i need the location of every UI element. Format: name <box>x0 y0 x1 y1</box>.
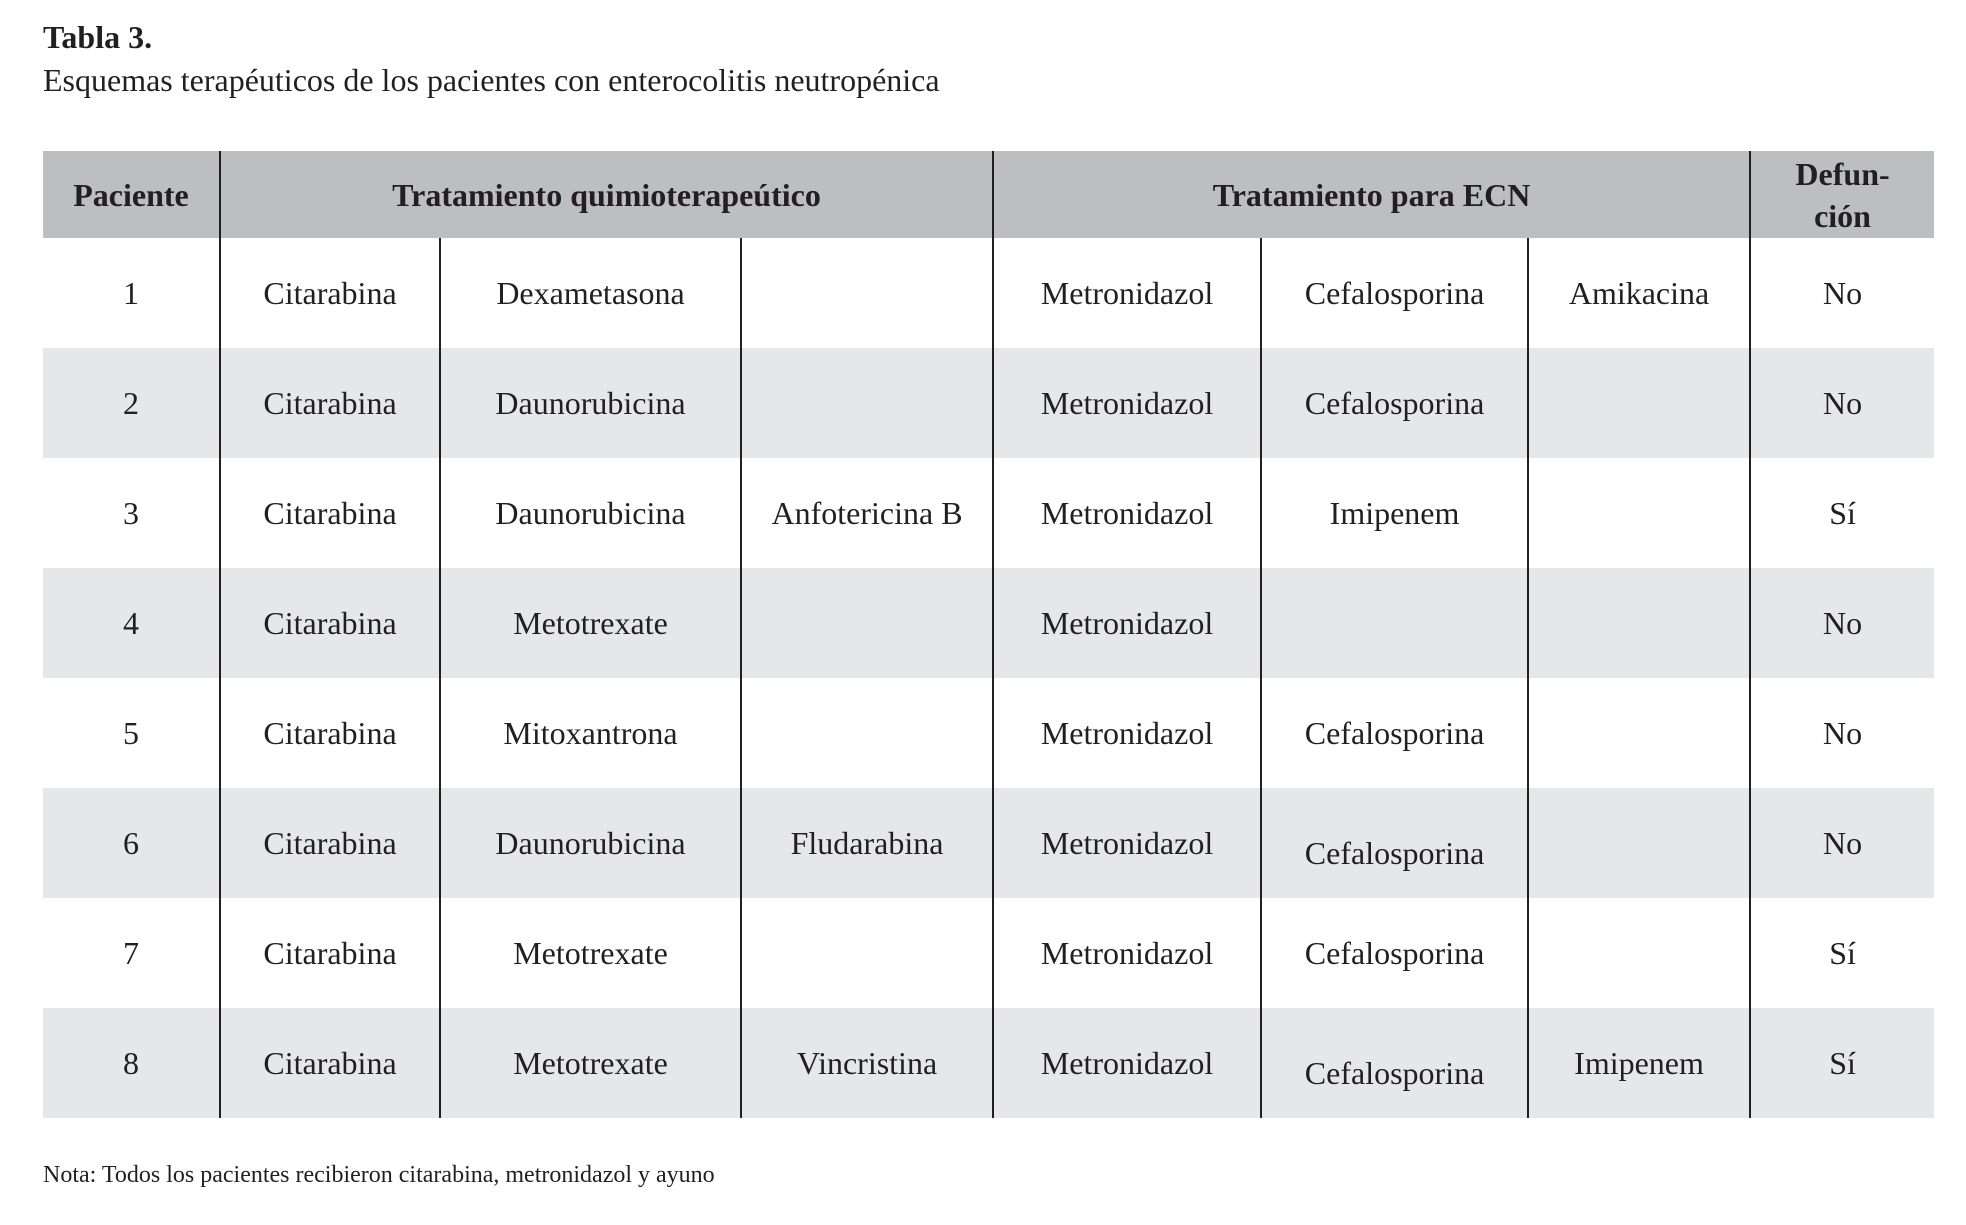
cell-paciente: 5 <box>43 678 220 788</box>
table-row <box>43 458 1934 568</box>
table-note: Nota: Todos los pacientes recibieron citarabina, metronidazol y ayuno <box>43 1162 715 1188</box>
cell-defuncion: No <box>1822 714 1863 751</box>
cell-defuncion: No <box>1822 384 1863 421</box>
cell-defuncion: Sí <box>1829 934 1856 971</box>
table-row <box>43 348 1934 458</box>
cell-quimio-3 <box>741 568 993 678</box>
cell-ecn-3 <box>1528 898 1750 1008</box>
header-defuncion-line2: ción <box>1814 197 1871 234</box>
cell-ecn-2: Cefalosporina <box>1261 678 1528 788</box>
header-paciente: Paciente <box>43 151 220 238</box>
cell-quimio-3: Vincristina <box>741 1008 993 1118</box>
cell-quimio-3: Anfotericina B <box>741 458 993 568</box>
cell-quimio-2: Daunorubicina <box>440 788 741 898</box>
cell-quimio-3 <box>741 678 993 788</box>
cell-ecn-3 <box>1528 348 1750 458</box>
cell-defuncion: Sí <box>1829 494 1856 531</box>
cell-ecn-1: Metronidazol <box>993 1008 1261 1118</box>
cell-quimio-1: Citarabina <box>220 568 440 678</box>
table-row <box>43 568 1934 678</box>
cell-quimio-2: Daunorubicina <box>440 458 741 568</box>
cell-defuncion: No <box>1822 604 1863 641</box>
cell-ecn-1: Metronidazol <box>993 788 1261 898</box>
cell-paciente: 2 <box>43 348 220 458</box>
cell-ecn-1: Metronidazol <box>993 568 1261 678</box>
cell-ecn-2: Cefalosporina <box>1261 238 1528 348</box>
table-caption-title: Esquemas terapéuticos de los pacientes con enterocolitis neutropénica <box>43 62 940 98</box>
cell-ecn-1: Metronidazol <box>993 348 1261 458</box>
cell-quimio-3 <box>741 348 993 458</box>
cell-ecn-3 <box>1528 568 1750 678</box>
cell-paciente: 1 <box>43 238 220 348</box>
table-caption-label: Tabla 3. <box>43 19 153 55</box>
cell-defuncion: No <box>1822 274 1863 311</box>
header-tratamiento-quimioterapeutico: Tratamiento quimioterapeútico <box>220 151 993 238</box>
cell-ecn-1: Metronidazol <box>993 898 1261 1008</box>
cell-quimio-2: Daunorubicina <box>440 348 741 458</box>
cell-ecn-1: Metronidazol <box>993 678 1261 788</box>
table-row <box>43 678 1934 788</box>
cell-quimio-1: Citarabina <box>220 898 440 1008</box>
cell-quimio-3 <box>741 898 993 1008</box>
cell-quimio-2: Dexametasona <box>440 238 741 348</box>
cell-ecn-3: Amikacina <box>1528 238 1750 348</box>
table-row <box>43 898 1934 1008</box>
table-header-row <box>43 151 1934 238</box>
cell-ecn-3 <box>1528 458 1750 568</box>
cell-quimio-1: Citarabina <box>220 458 440 568</box>
cell-quimio-1: Citarabina <box>220 678 440 788</box>
cell-ecn-2 <box>1261 568 1528 678</box>
cell-paciente: 6 <box>43 788 220 898</box>
cell-ecn-1: Metronidazol <box>993 458 1261 568</box>
cell-defuncion: Sí <box>1829 1044 1856 1081</box>
cell-ecn-2: Imipenem <box>1261 458 1528 568</box>
header-defuncion <box>1750 151 1934 238</box>
cell-ecn-2: Cefalosporina <box>1261 788 1528 898</box>
table-row <box>43 788 1934 898</box>
cell-quimio-2: Metotrexate <box>440 568 741 678</box>
header-defuncion-line1: Defun- <box>1795 155 1890 192</box>
cell-ecn-2: Cefalosporina <box>1261 348 1528 458</box>
cell-quimio-2: Metotrexate <box>440 898 741 1008</box>
cell-quimio-1: Citarabina <box>220 348 440 458</box>
cell-paciente: 7 <box>43 898 220 1008</box>
cell-ecn-3 <box>1528 788 1750 898</box>
cell-defuncion: No <box>1822 824 1863 861</box>
table-row <box>43 1008 1934 1118</box>
cell-ecn-1: Metronidazol <box>993 238 1261 348</box>
cell-ecn-3: Imipenem <box>1528 1008 1750 1118</box>
cell-ecn-2: Cefalosporina <box>1261 898 1528 1008</box>
cell-quimio-1: Citarabina <box>220 1008 440 1118</box>
treatment-table <box>43 151 1934 1118</box>
cell-quimio-1: Citarabina <box>220 238 440 348</box>
header-tratamiento-ecn: Tratamiento para ECN <box>993 151 1750 238</box>
cell-quimio-3 <box>741 238 993 348</box>
cell-quimio-2: Mitoxantrona <box>440 678 741 788</box>
cell-quimio-1: Citarabina <box>220 788 440 898</box>
cell-paciente: 8 <box>43 1008 220 1118</box>
cell-paciente: 3 <box>43 458 220 568</box>
cell-ecn-2: Cefalosporina <box>1261 1008 1528 1118</box>
table-row <box>43 238 1934 348</box>
cell-ecn-3 <box>1528 678 1750 788</box>
cell-paciente: 4 <box>43 568 220 678</box>
cell-quimio-3: Fludarabina <box>741 788 993 898</box>
cell-quimio-2: Metotrexate <box>440 1008 741 1118</box>
